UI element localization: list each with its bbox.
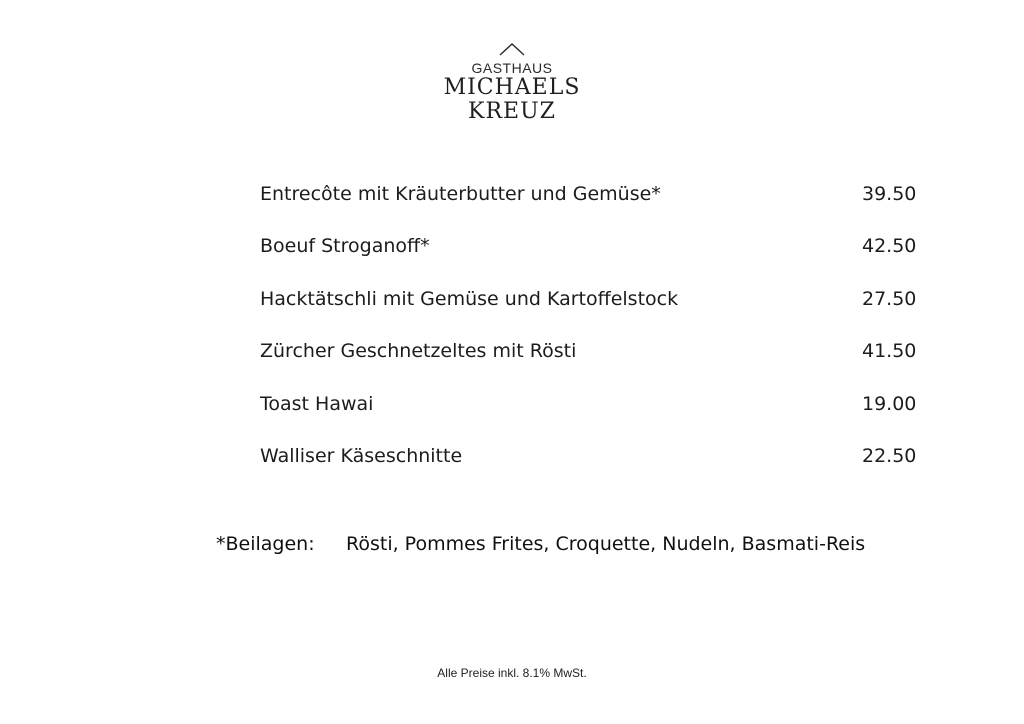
menu-item-price: 42.50 xyxy=(862,235,917,258)
menu-item-name: Boeuf Stroganoff* xyxy=(260,235,430,258)
menu-item-name: Hacktätschli mit Gemüse und Kartoffelstock xyxy=(260,287,679,310)
menu-item-price: 39.50 xyxy=(862,183,917,205)
logo-name-line-1: MICHAELS xyxy=(443,75,581,100)
menu-item xyxy=(260,232,924,284)
side-dishes-list: Rösti, Pommes Frites, Croquette, Nudeln, Basmati-Reis xyxy=(346,533,866,555)
menu-item xyxy=(260,285,924,337)
menu-item xyxy=(260,442,924,494)
menu-item-price: 41.50 xyxy=(862,340,917,363)
logo-gasthaus-text: GASTHAUS xyxy=(471,60,553,76)
logo-name-line-2: KREUZ xyxy=(468,99,556,124)
restaurant-logo xyxy=(0,42,1024,124)
menu-item xyxy=(260,337,924,389)
side-dishes-label: *Beilagen: xyxy=(216,533,315,555)
menu-item-price: 27.50 xyxy=(862,287,917,310)
menu-item-name: Entrecôte mit Kräuterbutter und Gemüse* xyxy=(260,183,661,205)
menu-list xyxy=(260,180,924,494)
house-roof-icon xyxy=(499,42,525,56)
menu-item-price: 19.00 xyxy=(862,392,917,415)
menu-item xyxy=(260,390,924,442)
menu-item-name: Toast Hawai xyxy=(260,392,374,415)
menu-item-price: 22.50 xyxy=(862,444,917,467)
menu-item-name: Zürcher Geschnetzeltes mit Rösti xyxy=(260,340,577,363)
vat-note: Alle Preise inkl. 8.1% MwSt. xyxy=(437,666,587,680)
menu-item-name: Walliser Käseschnitte xyxy=(260,444,463,467)
menu-item xyxy=(260,180,924,232)
side-dishes-note xyxy=(216,533,865,555)
